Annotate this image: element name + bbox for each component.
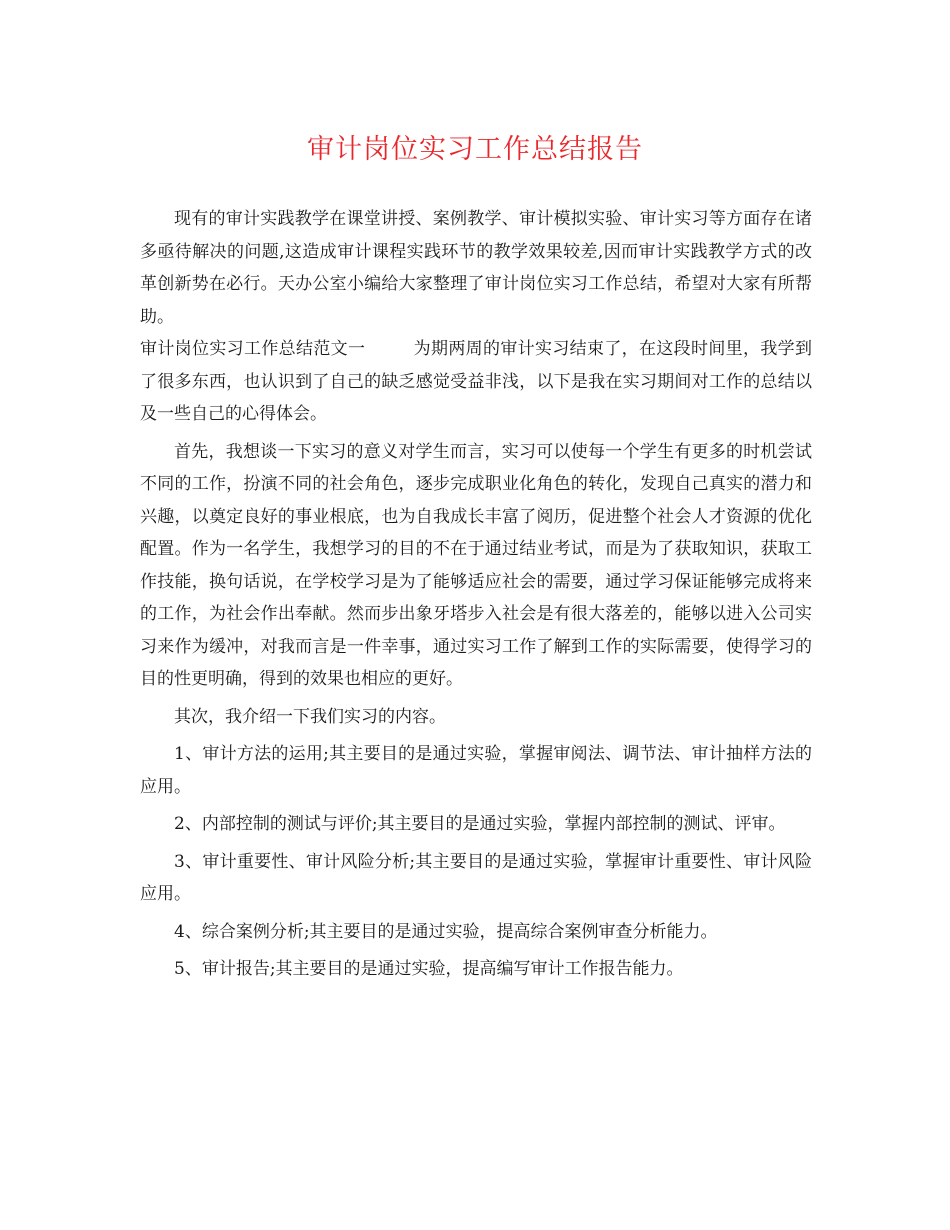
document-body: [140, 203, 812, 986]
paragraph-second: 其次，我介绍一下我们实习的内容。: [174, 706, 446, 727]
paragraph-first: 首先，我想谈一下实习的意义对学生而言，实习可以使每一个学生有更多的时机尝试不同的工作，扮演不同的社会角色，逐步完成职业化角色的转化，发现自己真实的潜力和兴趣，以奠定良好的事业根底，也为自我成长丰富了阅历，促进整个社会人才资源的优化配置。作为一名学生，我想学习的目的不在于通过结业考试，而是为了获取知识，获取工作技能，换句话说，在学校学习是为了能够适应社会的需要，通过学习保证能够完成将来的工作，为社会作出奉献。然而步出象牙塔步入社会是有很大落差的，能够以进入公司实习来作为缓冲，对我而言是一件幸事，通过实习工作了解到工作的实际需要，使得学习的目的性更明确，得到的效果也相应的更好。: [140, 441, 812, 689]
document-title: 审计岗位实习工作总结报告: [307, 134, 643, 165]
sample-paragraph: [140, 333, 812, 431]
list-item: 4、综合案例分析;其主要目的是通过实验，提高综合案例审查分析能力。: [174, 921, 718, 942]
sample-heading: 审计岗位实习工作总结范文一: [140, 339, 366, 359]
intro-paragraph: 现有的审计实践教学在课堂讲授、案例教学、审计模拟实验、审计实习等方面存在诸多亟待解决的问题,这造成审计课程实践环节的教学效果较差,因而审计实践教学方式的改革创新势在必行。天办公室小编给大家整理了审计岗位实习工作总结，希望对大家有所帮助。: [140, 209, 812, 327]
list-item: 1、审计方法的运用;其主要目的是通过实验，掌握审阅法、调节法、审计抽样方法的应用。: [140, 744, 812, 797]
list-item: 3、审计重要性、审计风险分析;其主要目的是通过实验，掌握审计重要性、审计风险应用。: [140, 851, 812, 904]
list-item: 2、内部控制的测试与评价;其主要目的是通过实验，掌握内部控制的测试、评审。: [174, 814, 786, 834]
sample-intro: 为期两周的审计实习结束了，在这段时间里，我学到了很多东西，也认识到了自己的缺乏感觉受益非浅，以下是我在实习期间对工作的总结以及一些自己的心得体会。: [140, 339, 813, 424]
list-item: 5、审计报告;其主要目的是通过实验，提高编写审计工作报告能力。: [174, 959, 684, 979]
